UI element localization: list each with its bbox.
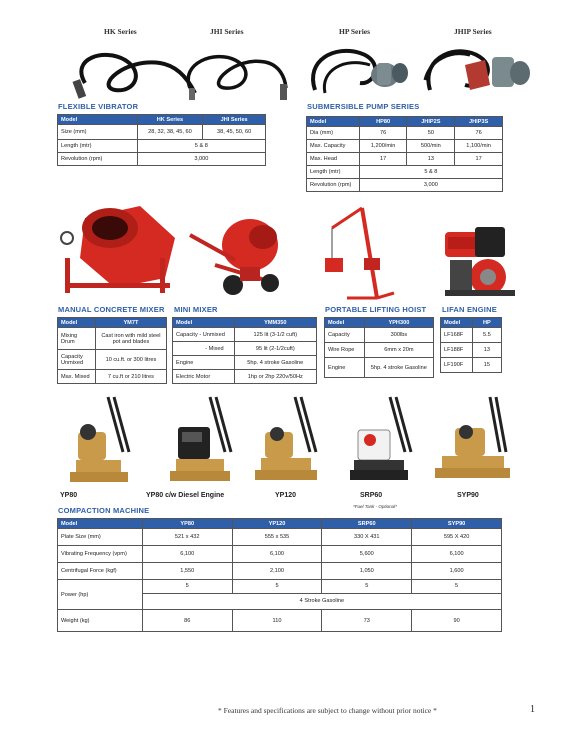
lifting-hoist-title: PORTABLE LIFTING HOIST — [325, 305, 427, 314]
table-row: LF168F 5.5 — [441, 328, 502, 343]
table-row: Vibrating Frequency (vpm) 6,100 6,100 5,600 6,100 — [58, 546, 502, 563]
yp120-label: YP120 — [275, 492, 297, 499]
lifting-hoist-table — [324, 317, 434, 378]
jhi-series-label: JHI Series — [210, 27, 244, 36]
table-header: SYP90 — [412, 519, 502, 529]
table-row: Length (mtr) 5 & 8 — [58, 140, 266, 153]
table-row: Weight (kg) 86 110 73 90 — [58, 610, 502, 632]
table-row: Electric Motor 1hp or 2hp 220v/50Hz — [173, 370, 317, 384]
hk-series-label: HK Series — [104, 27, 137, 36]
table-header: Model — [441, 318, 473, 328]
manual-mixer-table — [57, 317, 167, 384]
table-row: Capacity 300lbs — [325, 328, 434, 343]
table-header: Model — [307, 117, 360, 127]
table-row: LF190F 15 — [441, 358, 502, 373]
mini-mixer-table — [172, 317, 317, 384]
table-header: YM7T — [95, 318, 166, 328]
jhip-pump-image — [420, 35, 540, 105]
manual-mixer-image — [55, 198, 185, 298]
table-header: YP120 — [232, 519, 322, 529]
table-header: YMM350 — [234, 318, 316, 328]
table-row: Max. Capacity 1,200/min 500/min 1,100/min — [307, 140, 503, 153]
table-row: Max. Mixed 7 cu.ft or 210 litres — [58, 370, 167, 384]
yp80cw-label: YP80 c/w Diesel Engine — [146, 492, 225, 499]
table-row: Max. Head 17 13 17 — [307, 153, 503, 166]
lifan-engine-title: LIFAN ENGINE — [442, 305, 497, 314]
srp60-label: SRP60 — [360, 492, 383, 499]
table-row: Capacity Unmixed 10 cu.ft. or 300 litres — [58, 350, 167, 370]
table-row: Power (hp) 5 5 5 5 — [58, 580, 502, 594]
disclaimer-note: * Features and specifications are subject to change without prior notice * — [218, 706, 437, 715]
table-header: Model — [325, 318, 365, 328]
jhip-series-label: JHIP Series — [454, 27, 492, 36]
table-header: Model — [58, 318, 96, 328]
table-header: JHIP2S — [407, 117, 455, 127]
table-header: Model — [173, 318, 235, 328]
table-row: Revolution (rpm) 3,000 — [307, 179, 503, 192]
jhi-vibrator-image — [180, 38, 290, 103]
srp60-compactor-image — [340, 392, 420, 492]
table-header: SRP60 — [322, 519, 412, 529]
table-header: Model — [58, 519, 143, 529]
table-header: YPH300 — [364, 318, 433, 328]
lifan-engine-table — [440, 317, 502, 373]
mini-mixer-image — [185, 205, 295, 300]
table-row: Mixing Drum Cast iron with mild steel pot and blades — [58, 328, 167, 350]
table-row: Centrifugal Force (kgf) 1,550 2,100 1,050 1,600 — [58, 563, 502, 580]
fuel-tank-note: *Fuel Tank - Optional* — [353, 504, 397, 509]
table-header: JHIP3S — [455, 117, 503, 127]
table-header: HP80 — [359, 117, 407, 127]
table-row: 4 Stroke Gasoline — [58, 593, 502, 609]
table-header: HP — [472, 318, 501, 328]
table-row: Size (mm) 28, 32, 38, 45, 60 38, 45, 50, 60 — [58, 125, 266, 140]
table-row: LF188F 13 — [441, 343, 502, 358]
table-row: Revolution (rpm) 3,000 — [58, 153, 266, 166]
mini-mixer-title: MINI MIXER — [174, 305, 218, 314]
yp80-label: YP80 — [60, 492, 78, 499]
lifan-engine-image — [440, 222, 520, 302]
table-row: Wire Rope 6mm x 20m — [325, 343, 434, 358]
table-row: Dia (mm) 76 50 76 — [307, 127, 503, 140]
syp90-compactor-image — [430, 392, 520, 492]
table-row: Plate Size (mm) 521 x 432 555 x 535 330 X 431 595 X 420 — [58, 529, 502, 546]
manual-mixer-title: MANUAL CONCRETE MIXER — [58, 305, 165, 314]
compaction-machine-table — [57, 518, 502, 632]
flexible-vibrator-table — [57, 114, 266, 166]
flexible-vibrator-title: FLEXIBLE VIBRATOR — [58, 102, 139, 111]
compaction-machine-title: COMPACTION MACHINE — [58, 506, 150, 515]
table-header: JHI Series — [203, 115, 266, 125]
table-header: HK Series — [137, 115, 203, 125]
table-row: Engine 5hp. 4 stroke Gasoline — [173, 356, 317, 370]
submersible-pump-table — [306, 116, 503, 192]
table-row: - Mixed 95 lit (2-1/2cuft) — [173, 342, 317, 356]
hp-pump-image — [305, 35, 415, 105]
table-row: Capacity - Unmixed 125 lit (3-1/2 cuft) — [173, 328, 317, 342]
table-header: Model — [58, 115, 138, 125]
yp80-compactor-image — [58, 392, 138, 492]
yp80-diesel-compactor-image — [160, 392, 240, 492]
yp120-compactor-image — [245, 392, 325, 492]
lifting-hoist-image — [322, 203, 402, 303]
hp-series-label: HP Series — [339, 27, 371, 36]
table-header: YP80 — [142, 519, 232, 529]
syp90-label: SYP90 — [457, 492, 479, 499]
table-row: Engine 5hp. 4 stroke Gasoline — [325, 358, 434, 378]
page-number: 1 — [530, 704, 535, 715]
table-row: Length (mtr) 5 & 8 — [307, 166, 503, 179]
submersible-pump-title: SUBMERSIBLE PUMP SERIES — [307, 102, 420, 111]
